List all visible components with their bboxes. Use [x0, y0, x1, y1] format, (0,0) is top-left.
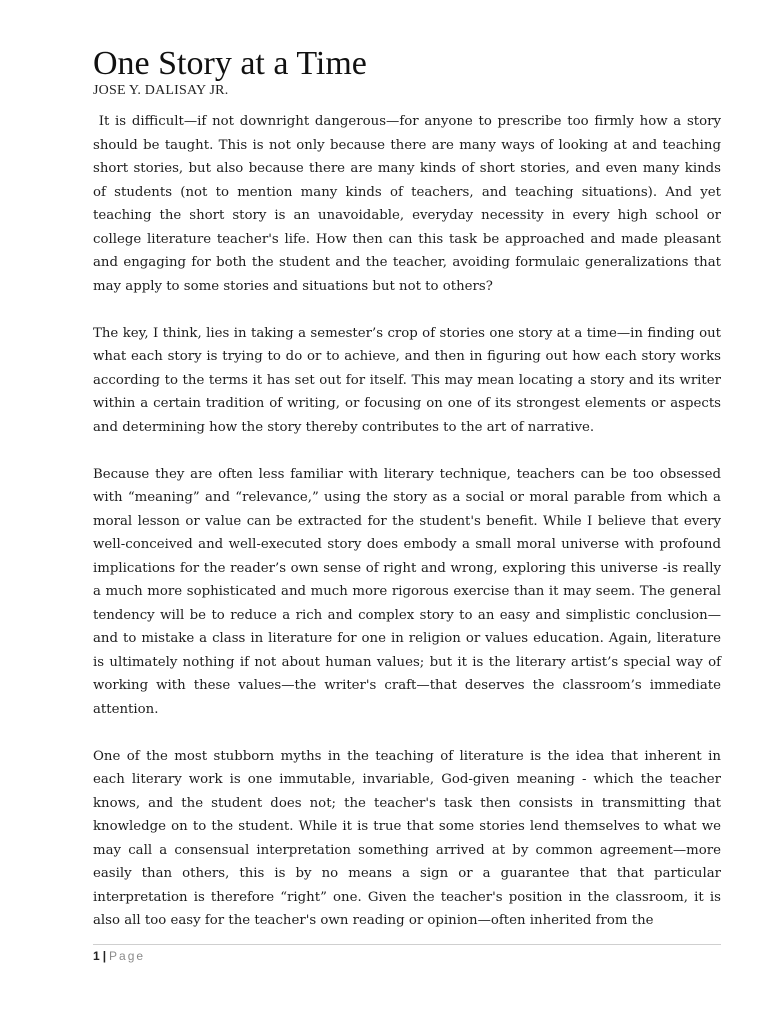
- body-paragraph: One of the most stubborn myths in the teaching of literature is the idea that inherent in each literary work is one immutable, invariable, God-given meaning - which the teacher knows, and the student does not; the teacher's task then consists in transmitting that knowledge on to the student. While it is true that some stories lend themselves to what we may call a consensual interpretation something arrived at by common agreement—more easily than others, this is by no means a sign or a guarantee that that particular interpretation is therefore “right” one. Given the teacher's position in the classroom, it is also all too easy for the teacher's own reading or opinion—often inherited from the: [93, 748, 721, 928]
- document-body: [93, 110, 721, 956]
- body-paragraph: The key, I think, lies in taking a semester’s crop of stories one story at a time—in finding out what each story is trying to do or to achieve, and then in figuring out how each story works according to the terms it has set out for itself. This may mean locating a story and its writer within a certain tradition of writing, or focusing on one of its strongest elements or aspects and determining how the story thereby contributes to the art of narrative.: [93, 325, 721, 435]
- page-label: Page: [109, 949, 146, 963]
- page-footer: [93, 948, 145, 964]
- document-title: One Story at a Time: [93, 45, 367, 82]
- footer-divider: [93, 944, 721, 945]
- page-number: 1: [93, 949, 100, 963]
- body-paragraph: It is difficult—if not downright dangerous—for anyone to prescribe too firmly how a story should be taught. This is not only because there are many ways of looking at and teaching short stories, but also because there are many kinds of short stories, and even many kinds of students (not to mention many kinds of teachers, and teaching situations). And yet teaching the short story is an unavoidable, everyday necessity in every high school or college literature teacher's life. How then can this task be approached and made pleasant and engaging for both the student and the teacher, avoiding formulaic generalizations that may apply to some stories and situations but not to others?: [93, 114, 721, 294]
- body-paragraph: Because they are often less familiar with literary technique, teachers can be too obsessed with “meaning” and “relevance,” using the story as a social or moral parable from which a moral lesson or value can be extracted for the student's benefit. While I believe that every well-conceived and well-executed story does embody a small moral universe with profound implications for the reader’s own sense of right and wrong, exploring this universe -is really a much more sophisticated and much more rigorous exercise than it may seem. The general tendency will be to reduce a rich and complex story to an easy and simplistic conclusion—and to mistake a class in literature for one in religion or values education. Again, literature is ultimately nothing if not about human values; but it is the literary artist’s special way of working with these values—the writer's craft—that deserves the classroom’s immediate attention.: [93, 466, 721, 717]
- document-author: JOSE Y. DALISAY JR.: [93, 83, 229, 98]
- footer-separator: |: [102, 949, 107, 963]
